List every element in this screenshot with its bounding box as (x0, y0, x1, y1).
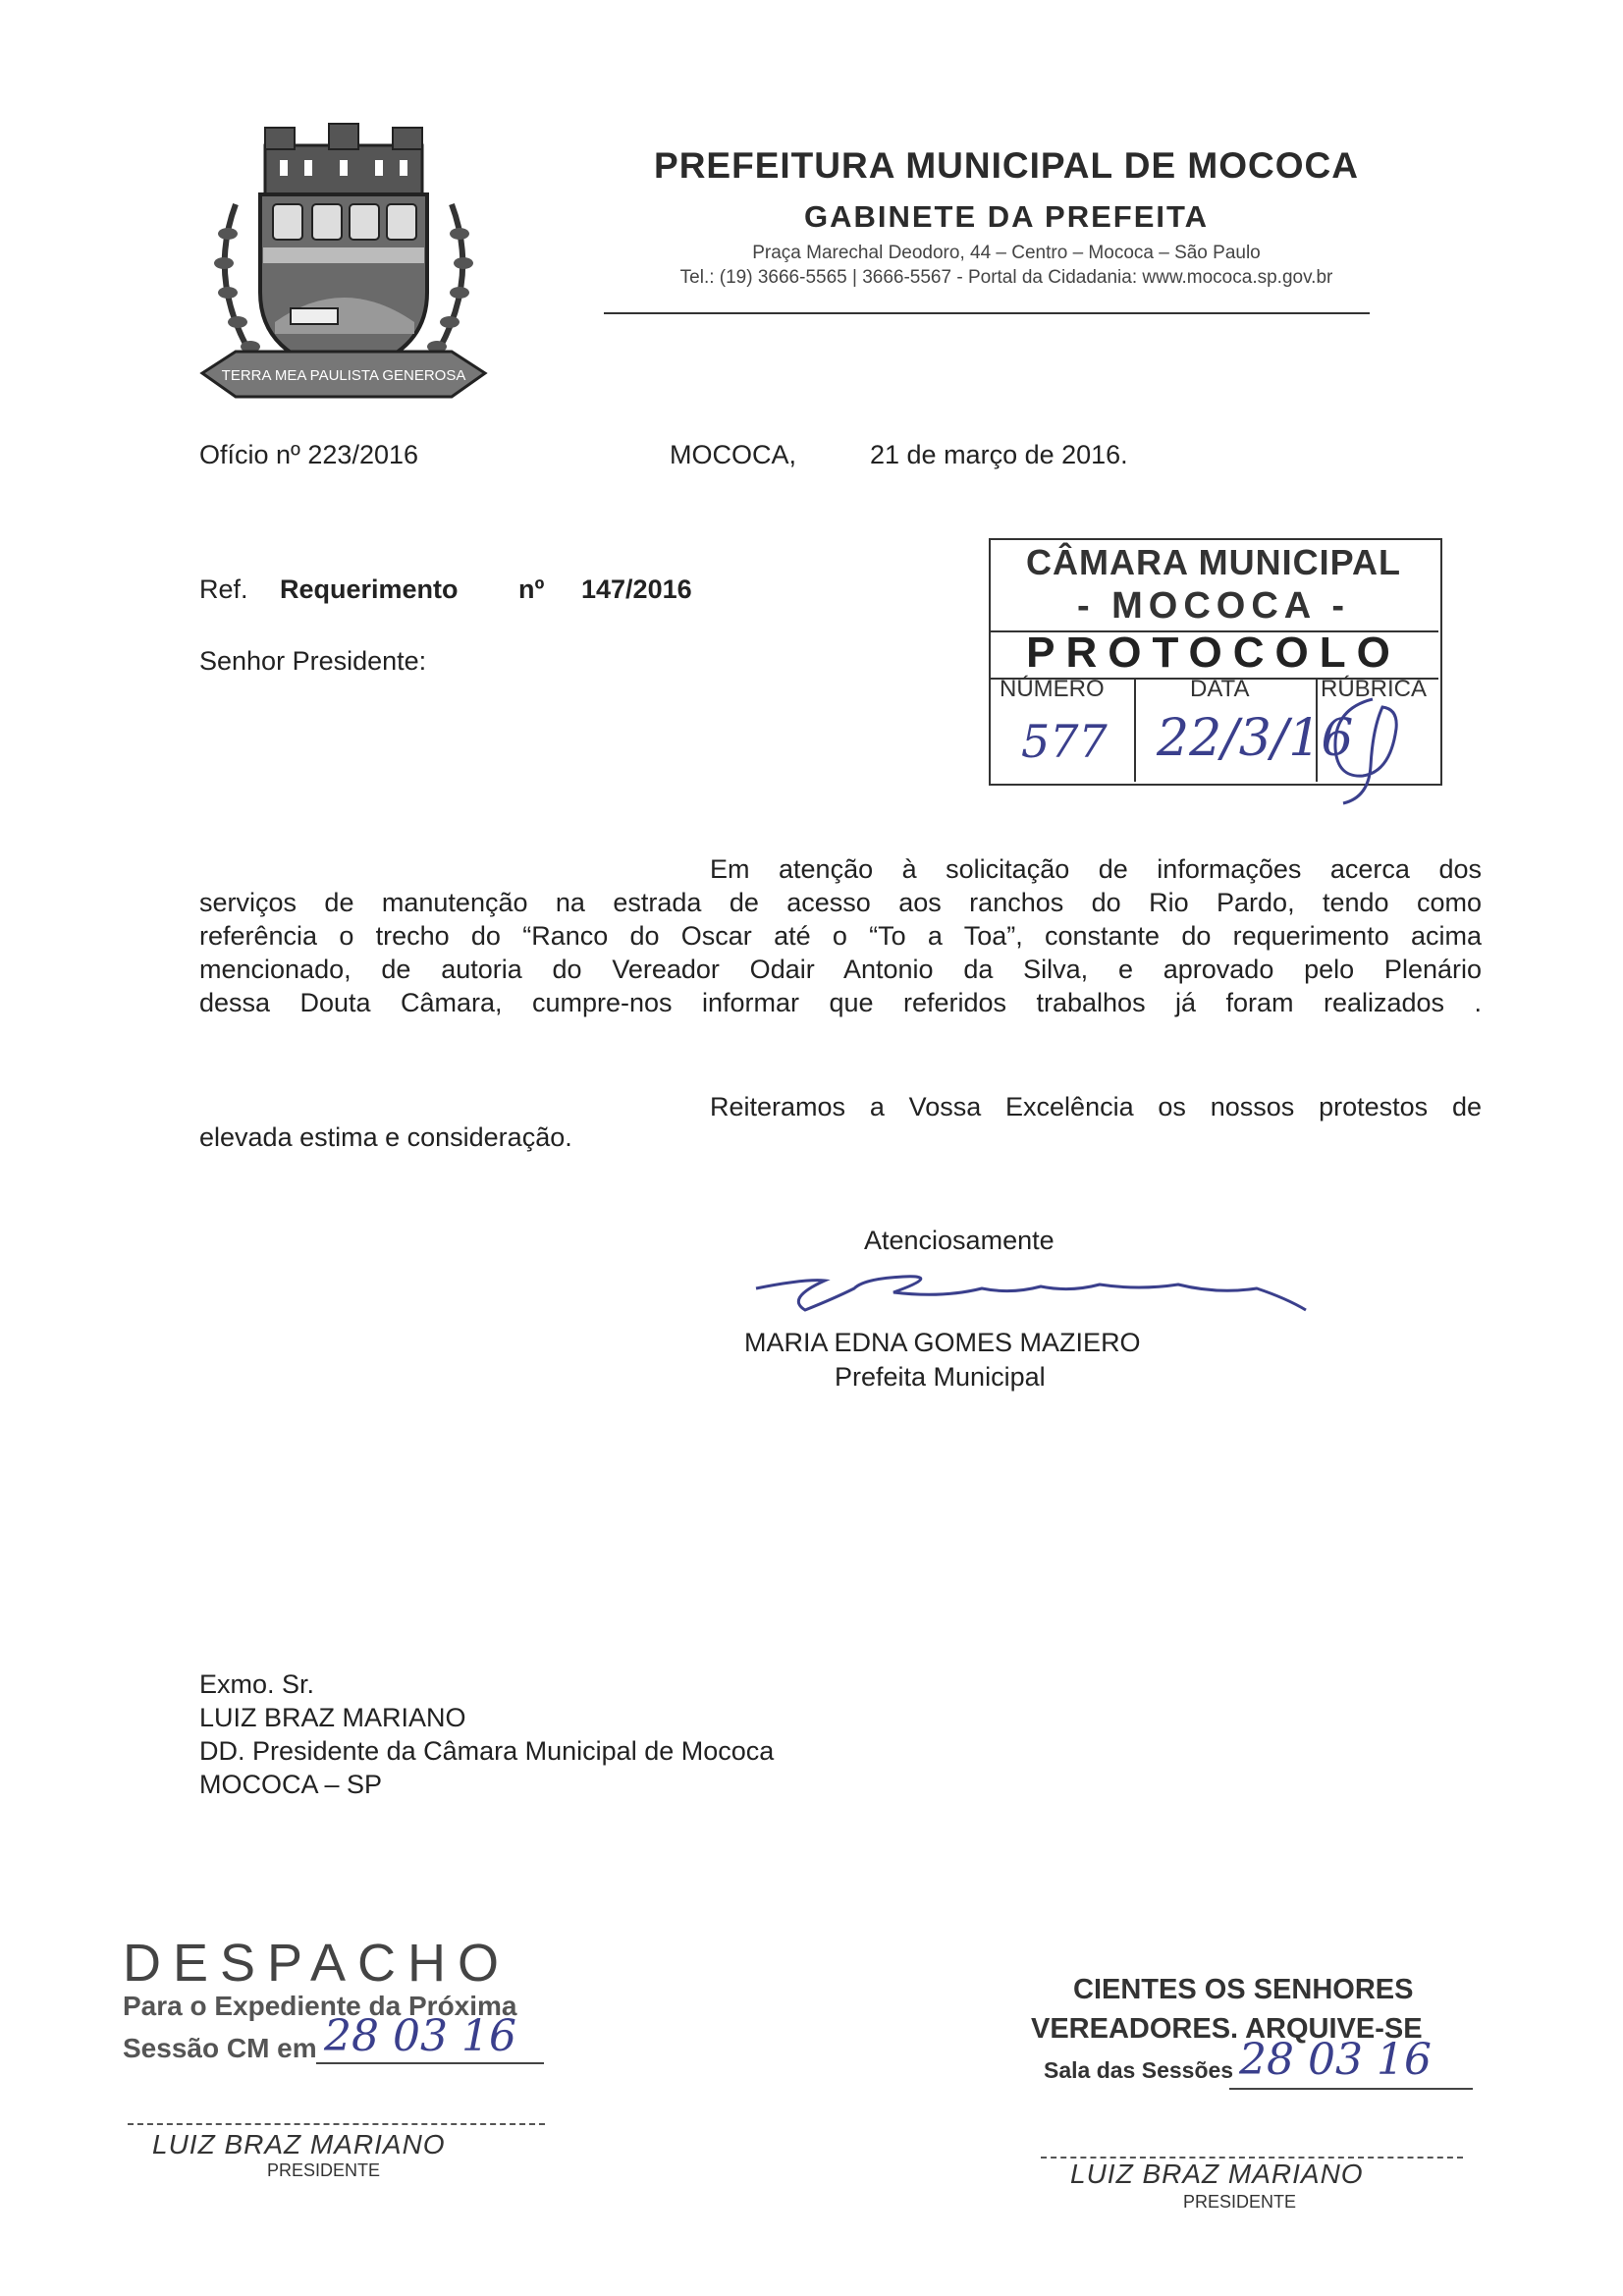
stamp-col-numero: NÚMERO (1000, 676, 1105, 702)
body-line: dessa Douta Câmara, cumpre-nos informar que referidos trabalhos já foram realizados . (199, 988, 1482, 1017)
valediction: Atenciosamente (864, 1226, 1055, 1255)
stamp-column-divider (1134, 678, 1136, 782)
addressee-line: DD. Presidente da Câmara Municipal de Mococa (199, 1736, 775, 1766)
despacho-title: DESPACHO (123, 1934, 512, 1993)
ref-number: 147/2016 (581, 574, 692, 604)
closing-line: elevada estima e consideração. (199, 1122, 572, 1152)
despacho-date-rule (316, 2062, 544, 2064)
letterhead-subtitle: GABINETE DA PREFEITA (803, 199, 1209, 234)
despacho-line: Para o Expediente da Próxima (123, 1991, 517, 2021)
despacho-signature-rule (128, 2123, 545, 2125)
ciente-line: Sala das Sessões (1044, 2057, 1234, 2083)
ref-document: Requerimento (280, 574, 459, 604)
letterhead-contact: Tel.: (19) 3666-5565 | 3666-5567 - Portal da Cidadania: www.mococa.sp.gov.br (679, 267, 1333, 288)
addressee-line: MOCOCA – SP (199, 1770, 383, 1799)
stamp-data-handwritten: 22/3/16 (1157, 709, 1354, 768)
letter-city: MOCOCA, (670, 440, 797, 469)
body-line: referência o trecho do “Ranco do Oscar até o “To a Toa”, constante do requerimento acima (199, 921, 1482, 951)
crest-motto: TERRA MEA PAULISTA GENEROSA (221, 367, 466, 384)
despacho-date-handwritten: 28 03 16 (324, 2011, 516, 2061)
ciente-line: VEREADORES. ARQUIVE-SE (1031, 2013, 1423, 2045)
letterhead-title: PREFEITURA MUNICIPAL DE MOCOCA (654, 145, 1359, 186)
oficio-number: Ofício nº 223/2016 (199, 440, 419, 469)
body-line: serviços de manutenção na estrada de acesso aos ranchos do Rio Pardo, tendo como (199, 888, 1482, 917)
ref-number-label: nº (518, 574, 545, 604)
ciente-date-handwritten: 28 03 16 (1239, 2035, 1432, 2085)
closing-paragraph (199, 1090, 1482, 1123)
stamp-col-rubrica: RÚBRICA (1321, 676, 1428, 702)
ciente-date-rule (1229, 2088, 1473, 2090)
despacho-signer: LUIZ BRAZ MARIANO (152, 2129, 446, 2159)
mayor-signature (746, 1259, 1316, 1328)
ciente-signer: LUIZ BRAZ MARIANO (1070, 2159, 1364, 2189)
letter-date: 21 de março de 2016. (870, 440, 1128, 469)
body-paragraph (199, 852, 1482, 1019)
stamp-city: - MOCOCA - (1076, 585, 1351, 627)
ciente-line: CIENTES OS SENHORES (1073, 1974, 1414, 2005)
addressee-line: LUIZ BRAZ MARIANO (199, 1703, 466, 1732)
ciente-role: PRESIDENTE (1183, 2192, 1297, 2212)
despacho-role: PRESIDENTE (267, 2160, 381, 2180)
despacho-line: Sessão CM em (123, 2033, 317, 2063)
addressee-line: Exmo. Sr. (199, 1669, 315, 1699)
salutation: Senhor Presidente: (199, 646, 427, 676)
body-line: Em atenção à solicitação de informações acerca dos (710, 854, 1482, 884)
letterhead-address: Praça Marechal Deodoro, 44 – Centro – Mococa – São Paulo (752, 243, 1261, 263)
stamp-col-data: DATA (1190, 676, 1250, 702)
stamp-camara: CÂMARA MUNICIPAL (1026, 542, 1401, 582)
letterhead-divider (604, 312, 1370, 314)
stamp-numero-handwritten: 577 (1021, 715, 1108, 768)
closing-line: Reiteramos a Vossa Excelência os nossos protestos de (710, 1092, 1482, 1121)
body-line: mencionado, de autoria do Vereador Odair Antonio da Silva, e aprovado pelo Plenário (199, 955, 1482, 984)
signer-role: Prefeita Municipal (835, 1362, 1046, 1392)
stamp-protocolo: PROTOCOLO (1026, 629, 1401, 677)
municipal-crest-logo (196, 116, 491, 410)
ref-label: Ref. (199, 574, 248, 604)
stamp-rubrica-signature (1314, 689, 1422, 807)
signer-name: MARIA EDNA GOMES MAZIERO (744, 1328, 1141, 1357)
